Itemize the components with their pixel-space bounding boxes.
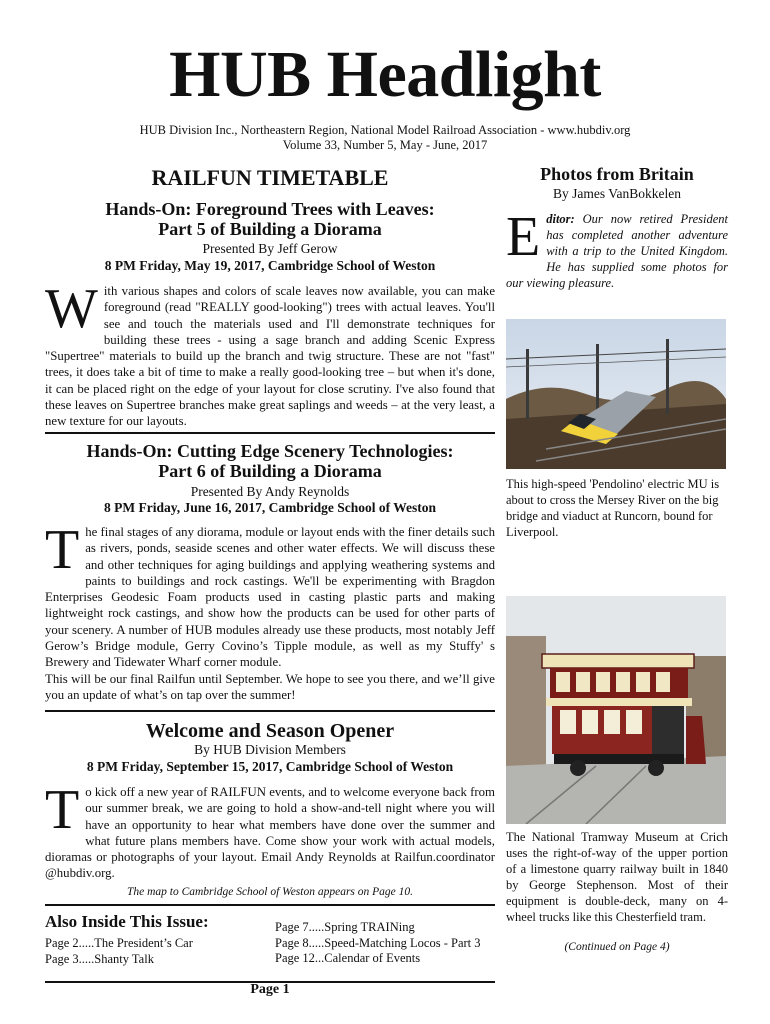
editor-note — [506, 206, 728, 291]
photos-byline: By James VanBokkelen — [553, 186, 681, 201]
section-title-photos: Photos from Britain — [540, 164, 694, 184]
divider — [45, 710, 495, 712]
page-number: Page 1 — [250, 982, 290, 997]
tram-photo — [506, 596, 726, 824]
editor-dropcap: E — [506, 206, 541, 268]
editor-note-text: Our now retired President has completed another adventure with a trip to the United Kingdom. He has supplied some photos for our viewing pleasure. — [506, 212, 728, 290]
section-title-railfun: RAILFUN TIMETABLE — [151, 165, 389, 190]
pendolino-caption: This high-speed 'Pendolino' electric MU is about to cross the Mersey River on the big bridge and viaduct at Runcorn, bound for Liverpool. — [506, 477, 720, 539]
article1-body-text: ith various shapes and colors of scale leaves now available, you can make foreground (read "REALLY good-looking") trees with actual leaves. You'll see and touch the materials used and I'll demonstrate techniques for building these trees - using a sage branch and adding Scenic Express "Supertree" materials to build up the branch and twig structure. These are not "fast" trees, it does take a bit of time to make a really good-looking tree – but when it's done, it can be placed right on the edge of your layout for close scrutiny. I've also found that these leaves on Supertree branches make great saplings and weeds – at the very least, a new texture for our layouts. — [45, 284, 495, 429]
pendolino-train-photo — [506, 319, 726, 469]
inside-title: Also Inside This Issue: — [45, 912, 209, 931]
inside-item: Page 7.....Spring TRAINing — [275, 920, 415, 934]
tram-caption: The National Tramway Museum at Crich uses the right-of-way of the upper portion of a limestone quarry railway built in 1840 by George Stephenson. Most of their equipment is double-deck, many on 4-wheel trucks like this Chesterfield tram. — [506, 830, 728, 924]
article2-body — [45, 519, 495, 671]
article1-body — [45, 278, 495, 430]
inside-list-2 — [275, 920, 481, 967]
map-note: The map to Cambridge School of Weston appears on Page 10. — [126, 886, 414, 898]
article2-closing: This will be our final Railfun until September. We hope to see you there, and we’ll give you an update of what’s on tap over the summer! — [45, 672, 495, 703]
inside-item: Page 2.....The President’s Car — [45, 936, 193, 950]
newsletter-title: HUB Headlight — [169, 38, 601, 111]
article1-dropcap: W — [45, 278, 98, 340]
article3-presenter: By HUB Division Members — [194, 742, 346, 757]
article2-dropcap: T — [45, 519, 80, 581]
article2-body-text: he final stages of any diorama, module or layout ends with the finer details such as rivers, ponds, seaside scenes and other water effects. We will discuss these and other techniques for aging buildings and applying weathering systems and paints to buildings and rock castings. We'll be experimenting with Bragdon Enterprises Geodesic Foam products used in casting plastic parts and making lightweight rock castings, and show how the products can be used for other parts of your scenery. A number of HUB modules already use these products, most notably Jeff Gerow’s Bridge module, Gerry Covino’s Tipple module, as well as my Stuffy' s Brewery and Tidewater Wharf corner module. — [45, 525, 495, 670]
issue-line: Volume 33, Number 5, May - June, 2017 — [282, 138, 488, 152]
editor-label: ditor: — [546, 212, 575, 226]
divider — [45, 904, 495, 906]
article2-schedule: 8 PM Friday, June 16, 2017, Cambridge School of Weston — [103, 500, 436, 515]
divider — [45, 432, 495, 434]
inside-item: Page 8.....Speed-Matching Locos - Part 3 — [275, 935, 481, 950]
article3-title: Welcome and Season Opener — [145, 720, 395, 742]
article3-body-text: o kick off a new year of RAILFUN events, and to welcome everyone back from our summer break, we are going to hold a show-and-tell night where you will have an opportunity to hear what members have done over the summer and what future plans members have. Come show your work with actual models, dioramas or photographs of your layout. Email Andy Reynolds at Railfun.coordinator @hubdiv.org. — [45, 785, 495, 881]
article2-title-line2: Part 6 of Building a Diorama — [158, 461, 382, 481]
article2-presenter: Presented By Andy Reynolds — [190, 484, 350, 499]
article3-schedule: 8 PM Friday, September 15, 2017, Cambridge School of Weston — [86, 759, 454, 774]
inside-list-1 — [45, 936, 193, 967]
article1-title-line1: Hands-On: Foreground Trees with Leaves: — [105, 199, 435, 219]
inside-item: Page 3.....Shanty Talk — [45, 951, 154, 966]
article3-dropcap: T — [45, 779, 80, 841]
article1-presenter: Presented By Jeff Gerow — [202, 241, 338, 256]
continued-note: (Continued on Page 4) — [564, 941, 670, 953]
article2-title-line1: Hands-On: Cutting Edge Scenery Technologies: — [86, 441, 454, 461]
article1-schedule: 8 PM Friday, May 19, 2017, Cambridge School of Weston — [104, 258, 436, 273]
organization-line: HUB Division Inc., Northeastern Region, National Model Railroad Association - www.hubdiv.org — [139, 123, 631, 137]
article3-body — [45, 779, 495, 882]
article1-title-line2: Part 5 of Building a Diorama — [158, 219, 382, 239]
inside-item: Page 12...Calendar of Events — [275, 951, 421, 965]
